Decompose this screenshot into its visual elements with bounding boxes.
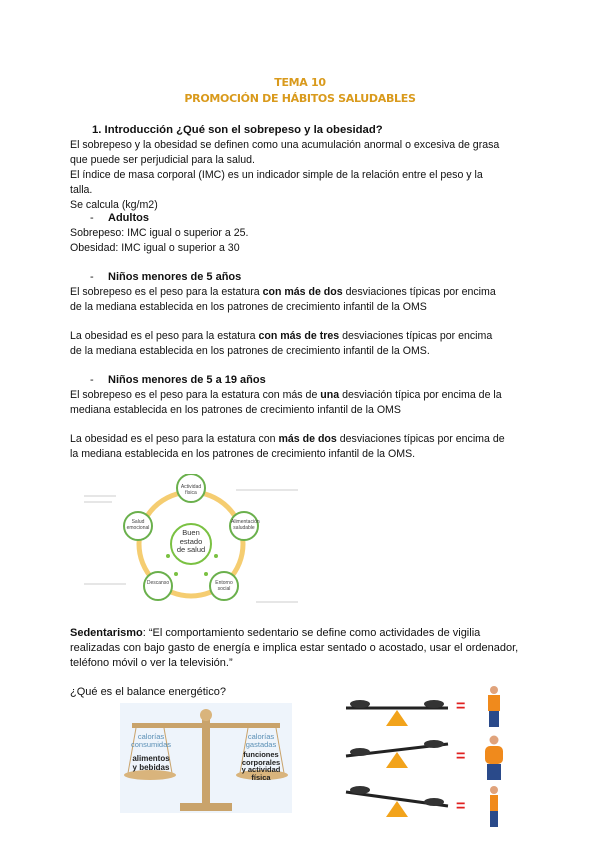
scale-text: y actividad	[241, 765, 281, 774]
ninos519-heading	[90, 373, 552, 388]
scale-text: consumidas	[130, 740, 172, 749]
intro-line: El sobrepeso y la obesidad se definen como una acumulación anormal o excesiva de grasa	[70, 139, 500, 151]
ninos5-paragraph-1	[70, 285, 532, 300]
text-run: El sobrepeso es el peso para la estatura con más de	[70, 389, 321, 401]
ninos5-line: de la mediana establecida en los patrones de crecimiento infantil de la OMS	[70, 301, 427, 313]
adultos-line: Sobrepeso: IMC igual o superior a 25.	[70, 227, 249, 239]
intro-line: Se calcula (kg/m2)	[70, 199, 158, 211]
seesaw-graphic	[318, 686, 508, 836]
diagram-center-line: Buen	[182, 528, 200, 537]
equals-sign: =	[456, 698, 466, 715]
energy-scale-image	[120, 703, 292, 813]
diagram-center-line: de salud	[176, 545, 206, 554]
scale-right-top	[232, 733, 290, 749]
ninos519-label: Niños menores de 5 a 19 años	[108, 374, 266, 386]
diagram-node-label: Alimentación saludable	[231, 519, 260, 531]
intro-line: talla.	[70, 184, 93, 196]
scale-left-bottom	[122, 755, 180, 772]
ninos5-label: Niños menores de 5 años	[108, 271, 242, 283]
sedentarismo-term: Sedentarismo	[70, 627, 143, 639]
text-bold: una	[320, 389, 340, 401]
equals-sign: =	[456, 748, 466, 765]
ninos5-heading	[90, 270, 552, 285]
text-run: El sobrepeso es el peso para la estatura	[70, 286, 263, 298]
diagram-center-line: estado	[179, 536, 203, 546]
ninos519-line: mediana establecida en los patrones de crecimiento infantil de la OMS	[70, 404, 401, 416]
text-run: desviaciones típicas por encima de	[336, 433, 505, 445]
page-title: PROMOCIÓN DE HÁBITOS SALUDABLES	[184, 92, 416, 105]
diagram-node-label: Actividad física	[180, 484, 202, 496]
health-diagram	[76, 474, 306, 606]
scale-text: alimentos	[132, 754, 170, 763]
text-run: desviaciones típicas por encima	[339, 330, 493, 342]
text-run: La obesidad es el peso para la estatura	[70, 330, 259, 342]
adultos-heading	[90, 211, 552, 226]
scale-right-bottom	[232, 751, 290, 781]
sedentarismo-line: realizadas con bajo gasto de energía e implica estar sentado o acostado, usar el ordenador,	[70, 642, 519, 654]
seesaw-diagrams	[318, 686, 508, 836]
bullet-dash: -	[90, 212, 94, 224]
adultos-label: Adultos	[108, 212, 149, 224]
scale-text: gastadas	[245, 740, 277, 749]
text-run: : “El comportamiento sedentario se define como actividades de vigilia	[142, 627, 481, 639]
diagram-node-label: Entorno social	[215, 580, 233, 592]
adultos-line: Obesidad: IMC igual o superior a 30	[70, 242, 240, 254]
text-bold: con más de tres	[258, 330, 340, 342]
scale-text: y bebidas	[132, 762, 170, 772]
intro-line: El índice de masa corporal (IMC) es un indicador simple de la relación entre el peso y la	[70, 169, 483, 181]
scale-text: corporales	[241, 757, 281, 767]
equals-sign: =	[456, 798, 466, 815]
intro-heading: 1. Introducción ¿Qué son el sobrepeso y la obesidad?	[92, 124, 383, 136]
scale-text: calorías	[137, 732, 165, 741]
balance-question: ¿Qué es el balance energético?	[70, 686, 226, 698]
text-run: desviación típica por encima de la	[339, 389, 502, 401]
ninos5-line: de la mediana establecida en los patrones de crecimiento infantil de la OMS.	[70, 345, 430, 357]
bullet-dash: -	[90, 271, 94, 283]
ninos5-paragraph-2	[70, 329, 532, 344]
text-bold: más de dos	[278, 433, 337, 445]
ninos519-paragraph-1	[70, 388, 532, 403]
intro-line: que puede ser perjudicial para la salud.	[70, 154, 255, 166]
text-bold: con más de dos	[262, 286, 343, 298]
text-run: desviaciones típicas por encima	[342, 286, 496, 298]
bullet-dash: -	[90, 374, 94, 386]
diagram-node-label: Descanso	[146, 580, 170, 586]
sedentarismo-paragraph	[70, 626, 532, 641]
scale-text: calorías	[247, 732, 275, 741]
topic-number: TEMA 10	[274, 76, 326, 89]
scale-text: física	[251, 772, 271, 782]
ninos519-paragraph-2	[70, 432, 532, 447]
ninos519-line: la mediana establecida en los patrones de crecimiento infantil de la OMS.	[70, 448, 416, 460]
diagram-node-label: Salud emocional	[126, 519, 150, 531]
diagram-center-label	[171, 529, 211, 555]
scale-text: funciones	[243, 750, 279, 759]
sedentarismo-line: teléfono móvil o ver la televisión.”	[70, 657, 233, 669]
scale-left-top	[122, 733, 180, 749]
text-run: La obesidad es el peso para la estatura con	[70, 433, 279, 445]
